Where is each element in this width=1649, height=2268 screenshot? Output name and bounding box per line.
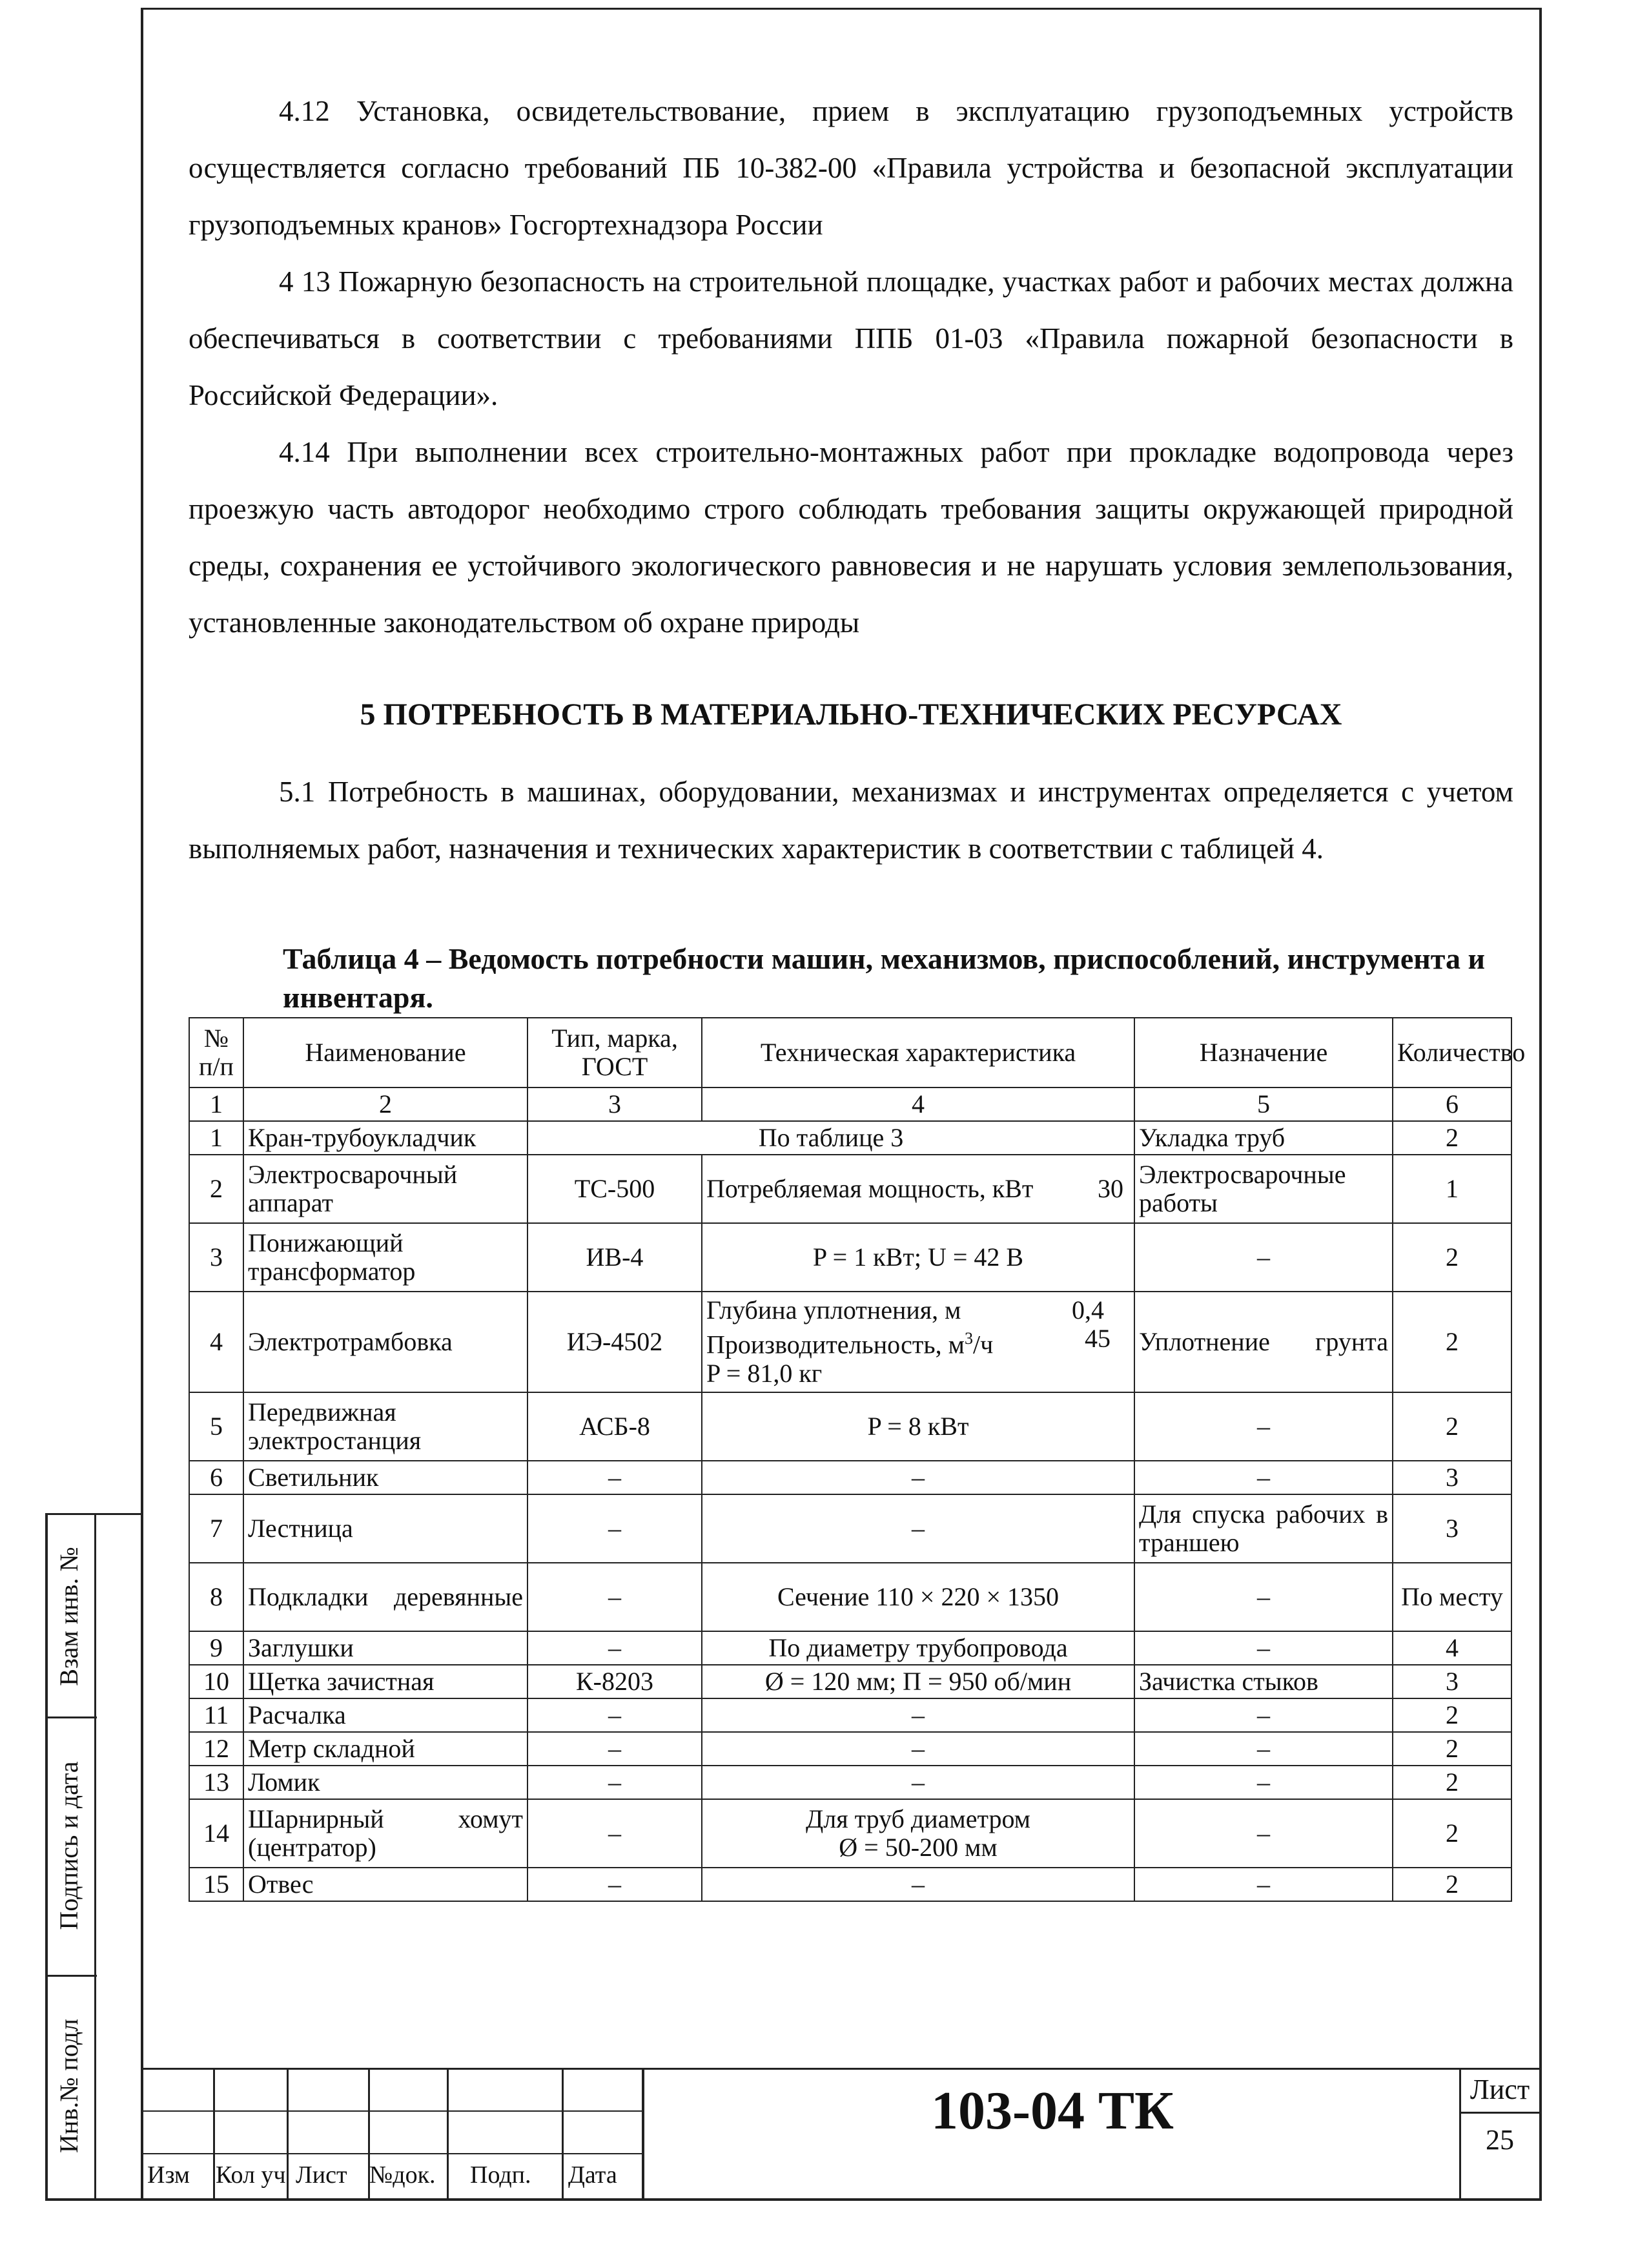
row-purpose: – [1134, 1868, 1393, 1901]
row-purpose: – [1134, 1563, 1393, 1631]
row-type: – [527, 1732, 702, 1766]
col-number-1: 1 [189, 1088, 243, 1121]
table-caption: Таблица 4 – Ведомость потребности машин, механизмов, приспособлений, инструмента и инвентаря. [283, 942, 1485, 1014]
row-number: 5 [189, 1392, 243, 1461]
sheet-number: 25 [1486, 2124, 1514, 2156]
row-spec [702, 1292, 1134, 1392]
strip-outer-line [45, 1513, 48, 2201]
col-number-3: 3 [527, 1088, 702, 1121]
title-block-top-line [141, 2068, 1542, 2070]
col-header-spec: Техническая характеристика [702, 1018, 1134, 1088]
row-type: – [527, 1766, 702, 1799]
row-quantity: 3 [1393, 1665, 1511, 1698]
title-block-col-line [213, 2068, 215, 2200]
spec-unit: /ч [972, 1330, 994, 1359]
title-block-col-line [447, 2068, 449, 2200]
row-number: 7 [189, 1494, 243, 1563]
row-type-and-spec: По таблице 3 [527, 1121, 1134, 1155]
title-block-col-line [642, 2068, 644, 2200]
row-purpose: – [1134, 1799, 1393, 1868]
spec-value: 30 [1098, 1174, 1123, 1203]
row-quantity: 2 [1393, 1799, 1511, 1868]
row-name: Заглушки [243, 1631, 527, 1665]
row-spec: P = 8 кВт [702, 1392, 1134, 1461]
row-type: – [527, 1631, 702, 1665]
row-number: 6 [189, 1461, 243, 1494]
col-number-4: 4 [702, 1088, 1134, 1121]
row-type: – [527, 1563, 702, 1631]
row-number: 15 [189, 1868, 243, 1901]
row-name: Отвес [243, 1868, 527, 1901]
title-block-row-line-1 [141, 2110, 643, 2112]
row-type: – [527, 1868, 702, 1901]
row-name: Понижающий трансформатор [243, 1223, 527, 1292]
title-block-sheet-line [1459, 2112, 1541, 2114]
row-quantity: 1 [1393, 1155, 1511, 1223]
strip-label-inv-original: Инв.№ подл [54, 2019, 83, 2153]
row-spec: – [702, 1494, 1134, 1563]
row-number: 12 [189, 1732, 243, 1766]
row-name: Ломик [243, 1766, 527, 1799]
row-spec: Ø = 120 мм; П = 950 об/мин [702, 1665, 1134, 1698]
strip-label-signature-date: Подпись и дата [54, 1761, 83, 1930]
row-purpose: – [1134, 1766, 1393, 1799]
row-purpose: – [1134, 1461, 1393, 1494]
row-number: 10 [189, 1665, 243, 1698]
row-quantity: По месту [1393, 1563, 1511, 1631]
row-name: Кран-трубоукладчик [243, 1121, 527, 1155]
table-header-row [189, 1018, 1511, 1088]
table-row [189, 1563, 1511, 1631]
table-row [189, 1799, 1511, 1868]
row-name: Электротрамбовка [243, 1292, 527, 1392]
row-type: АСБ-8 [527, 1392, 702, 1461]
row-number: 13 [189, 1766, 243, 1799]
row-number: 1 [189, 1121, 243, 1155]
spec-label: Глубина уплотнения, м [706, 1295, 961, 1325]
title-block-row-line-2 [141, 2153, 643, 2154]
row-spec: – [702, 1461, 1134, 1494]
row-name: Метр складной [243, 1732, 527, 1766]
section-heading: 5 ПОТРЕБНОСТЬ В МАТЕРИАЛЬНО-ТЕХНИЧЕСКИХ РЕСУРСАХ [360, 697, 1342, 732]
col-header-name: Наименование [243, 1018, 527, 1088]
title-block-col-kol-uch: Кол уч [216, 2161, 286, 2189]
title-block-col-date: Дата [568, 2161, 617, 2189]
row-spec: Сечение 110 × 220 × 1350 [702, 1563, 1134, 1631]
row-number: 9 [189, 1631, 243, 1665]
strip-inner-line [94, 1513, 96, 2201]
col-header-quantity: Количество [1393, 1018, 1511, 1088]
row-purpose: Укладка труб [1134, 1121, 1393, 1155]
table-row [189, 1665, 1511, 1698]
row-purpose: Для спуска рабочих в траншею [1134, 1494, 1393, 1563]
table-row [189, 1868, 1511, 1901]
paragraph-5-1: 5.1 Потребность в машинах, оборудовании, механизмах и инструментах определяется с учетом выполняемых работ, назначения и технических характеристик в соответствии с таблицей 4. [189, 776, 1513, 865]
row-purpose: – [1134, 1732, 1393, 1766]
frame-left-border [141, 8, 143, 2200]
row-number: 4 [189, 1292, 243, 1392]
row-quantity: 2 [1393, 1766, 1511, 1799]
row-name: Передвижная электростанция [243, 1392, 527, 1461]
spec-line-2: Ø = 50-200 мм [839, 1833, 998, 1862]
table-row [189, 1292, 1511, 1392]
row-name: Подкладки деревянные [243, 1563, 527, 1631]
row-spec: – [702, 1698, 1134, 1732]
row-spec [702, 1155, 1134, 1223]
table-row [189, 1698, 1511, 1732]
spec-superscript: 3 [964, 1329, 973, 1348]
title-block-col-izm: Изм [147, 2161, 190, 2189]
col-number-5: 5 [1134, 1088, 1393, 1121]
col-header-number: № п/п [189, 1018, 243, 1088]
row-quantity: 2 [1393, 1732, 1511, 1766]
row-purpose: – [1134, 1392, 1393, 1461]
row-purpose: Зачистка стыков [1134, 1665, 1393, 1698]
row-quantity: 2 [1393, 1698, 1511, 1732]
spec-label: Потребляемая мощность, кВт [706, 1174, 1034, 1203]
strip-label-inv-replace: Взам инв. № [54, 1547, 83, 1686]
row-spec: P = 1 кВт; U = 42 В [702, 1223, 1134, 1292]
col-header-purpose: Назначение [1134, 1018, 1393, 1088]
frame-right-border [1539, 8, 1542, 2200]
table-row [189, 1494, 1511, 1563]
row-spec: По диаметру трубопровода [702, 1631, 1134, 1665]
row-type: К-8203 [527, 1665, 702, 1698]
spec-value: 45 [1085, 1324, 1111, 1354]
col-number-6: 6 [1393, 1088, 1511, 1121]
row-purpose: – [1134, 1631, 1393, 1665]
row-name: Лестница [243, 1494, 527, 1563]
table-row [189, 1392, 1511, 1461]
row-type: ИВ-4 [527, 1223, 702, 1292]
frame-bottom-border [45, 2198, 1542, 2201]
row-type: – [527, 1494, 702, 1563]
spec-label: Производительность, м [706, 1330, 965, 1359]
table-row [189, 1223, 1511, 1292]
table-row [189, 1732, 1511, 1766]
row-number: 14 [189, 1799, 243, 1868]
spec-line-2 [706, 1325, 1130, 1359]
row-purpose: – [1134, 1698, 1393, 1732]
row-quantity: 3 [1393, 1494, 1511, 1563]
row-spec: – [702, 1868, 1134, 1901]
row-number: 3 [189, 1223, 243, 1292]
row-purpose: Уплотнение грунта [1134, 1292, 1393, 1392]
row-quantity: 3 [1393, 1461, 1511, 1494]
paragraph-4-13: 4 13 Пожарную безопасность на строительной площадке, участках работ и рабочих местах должна обеспечиваться в соответствии с требованиями ППБ 01-03 «Правила пожарной безопасности в Российской Федерации». [189, 265, 1513, 411]
title-block-col-doc-number: №док. [369, 2161, 436, 2189]
col-number-2: 2 [243, 1088, 527, 1121]
row-spec: – [702, 1766, 1134, 1799]
row-quantity: 2 [1393, 1121, 1511, 1155]
col-header-type: Тип, марка, ГОСТ [527, 1018, 702, 1088]
table-row [189, 1631, 1511, 1665]
strip-divider-2 [45, 1975, 97, 1977]
frame-top-border [141, 8, 1542, 10]
row-purpose: Электросварочные работы [1134, 1155, 1393, 1223]
table-row [189, 1155, 1511, 1223]
row-type: – [527, 1799, 702, 1868]
row-type: – [527, 1698, 702, 1732]
paragraph-4-12: 4.12 Установка, освидетельствование, прием в эксплуатацию грузоподъемных устройств осуществляется согласно требований ПБ 10-382-00 «Правила устройства и безопасной эксплуатации грузоподъемных кранов» Госгортехнадзора России [189, 95, 1513, 241]
row-type: – [527, 1461, 702, 1494]
binding-strip [45, 1513, 141, 2201]
row-spec: – [702, 1732, 1134, 1766]
sheet-label: Лист [1470, 2074, 1530, 2105]
spec-line-1 [706, 1296, 1130, 1325]
row-name: Шарнирный хомут (центратор) [243, 1799, 527, 1868]
title-block-col-list: Лист [296, 2161, 347, 2189]
spec-value: 0,4 [1072, 1295, 1104, 1325]
row-name: Расчалка [243, 1698, 527, 1732]
table-column-numbers-row [189, 1088, 1511, 1121]
row-purpose: – [1134, 1223, 1393, 1292]
row-spec [702, 1799, 1134, 1868]
row-quantity: 4 [1393, 1631, 1511, 1665]
spec-line-3: P = 81,0 кг [706, 1358, 823, 1388]
paragraph-4-14: 4.14 При выполнении всех строительно-монтажных работ при прокладке водопровода через проезжую часть автодорог необходимо строго соблюдать требования защиты окружающей природной среды, сохранения ее устойчивого экологического равновесия и не нарушать условия землепользования, установленные законодательством об охране природы [189, 436, 1513, 639]
row-name: Щетка зачистная [243, 1665, 527, 1698]
row-name: Электросварочный аппарат [243, 1155, 527, 1223]
title-block-col-signature: Подп. [470, 2161, 531, 2189]
row-number: 8 [189, 1563, 243, 1631]
table-row [189, 1461, 1511, 1494]
title-block-col-line [287, 2068, 289, 2200]
row-type: ТС-500 [527, 1155, 702, 1223]
document-code: 103-04 ТК [931, 2081, 1174, 2141]
row-number: 2 [189, 1155, 243, 1223]
table-row [189, 1766, 1511, 1799]
row-quantity: 2 [1393, 1392, 1511, 1461]
row-quantity: 2 [1393, 1868, 1511, 1901]
row-quantity: 2 [1393, 1223, 1511, 1292]
row-name: Светильник [243, 1461, 527, 1494]
table-row [189, 1121, 1511, 1155]
spec-line-1: Для труб диаметром [805, 1804, 1030, 1833]
equipment-table [189, 1017, 1526, 1902]
row-number: 11 [189, 1698, 243, 1732]
row-quantity: 2 [1393, 1292, 1511, 1392]
title-block-col-line [562, 2068, 564, 2200]
row-type: ИЭ-4502 [527, 1292, 702, 1392]
